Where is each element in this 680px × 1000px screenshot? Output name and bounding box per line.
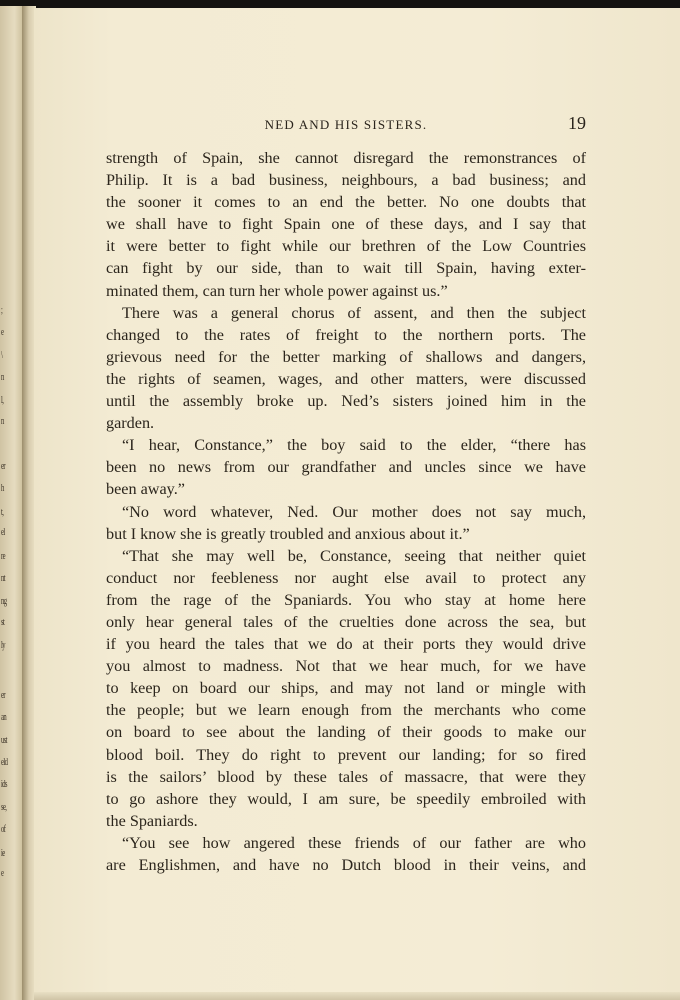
body-text [106,147,586,876]
facing-page-fragment: \ [1,349,3,361]
text-line: are Englishmen, and have no Dutch blood in their veins, and [106,856,586,874]
facing-page-fragment: t, [1,506,4,518]
text-line: but I know she is greatly troubled and anxious about it.” [106,524,470,543]
text-line: we shall have to fight Spain one of these days, and I say that [106,215,586,234]
facing-page-fragment: el [1,526,5,538]
facing-page-fragment: e [1,326,4,338]
text-line: can fight by our side, than to wait till Spain, having exter- [106,259,586,278]
facing-page-fragment: ng [1,595,7,607]
text-line: only hear general tales of the cruelties done across the sea, but [106,612,586,631]
text-line: changed to the rates of freight to the northern ports. The [106,325,586,344]
page-header [106,113,586,137]
facing-page-fragment: ie [1,847,5,859]
text-line: conduct nor feebleness nor aught else avail to protect any [106,568,586,587]
text-line: garden. [106,414,155,433]
text-line: the Spaniards. [106,811,198,830]
text-line: “I hear, Constance,” the boy said to the elder, “there has [122,436,586,455]
facing-page-fragment: e [1,867,4,879]
text-line: “That she may well be, Constance, seeing that neither quiet [122,546,586,565]
facing-page-fragment: n [1,371,4,383]
facing-page-fragment: n [1,415,4,427]
facing-page-fragment: h [1,482,4,494]
facing-page-fragment: er [1,689,5,701]
text-line: you almost to madness. Not that we hear much, for we have [106,657,586,676]
text-line: is the sailors’ blood by these tales of massacre, that were they [106,767,586,786]
facing-page-fragment: st [1,616,5,628]
facing-page-fragment: l, [1,394,4,406]
text-line: “No word whatever, Ned. Our mother does not say much, [122,502,586,521]
facing-page-fragment: ids [1,778,7,790]
text-line: There was a general chorus of assent, and then the subject [122,303,586,322]
text-line: to keep on board our ships, and may not land or mingle with [106,679,586,698]
facing-page-fragment: ly [1,639,5,651]
running-title: NED AND HIS SISTERS. [264,117,428,132]
facing-page-fragment: ; [1,304,3,316]
text-line: been away.” [106,480,185,499]
text-line: Philip. It is a bad business, neighbours, a bad business; and [106,171,586,190]
text-line: to go ashore they would, I am sure, be speedily embroiled with [106,789,586,808]
page-number: 19 [568,113,586,133]
facing-page-edge [0,6,24,1000]
text-line: “You see how angered these friends of our father are who [122,833,586,852]
facing-page-fragment: nt [1,572,5,584]
page-bottom-edge [34,992,680,1000]
facing-page-fragment: se, [1,801,7,813]
text-line: grievous need for the better marking of shallows and dangers, [106,347,586,366]
facing-page-fragment: re [1,550,5,562]
text-line: if you heard the tales that we do at their ports they would drive [106,635,586,654]
text-line: on board to see about the landing of their goods to make our [106,723,586,742]
text-line: the people; but we learn enough from the merchants who come [106,701,586,720]
facing-page-fragment: an [1,711,7,723]
facing-page-fragment: er [1,460,5,472]
text-line: from the rage of the Spaniards. You who stay at home here [106,590,586,609]
facing-page-fragment: eld [1,756,8,768]
text-line: minated them, can turn her whole power against us.” [106,281,448,300]
text-line: been no news from our grandfather and uncles since we have [106,458,586,477]
text-line: the rights of seamen, wages, and other matters, were discussed [106,369,586,388]
text-line: the sooner it comes to an end the better. No one doubts that [106,193,586,212]
facing-page-fragment: ust [1,734,7,746]
text-line: strength of Spain, she cannot disregard the remonstrances of [106,149,586,167]
text-line: it were better to fight while our brethren of the Low Countries [106,237,586,256]
facing-page-fragment: of [1,823,6,835]
text-line: until the assembly broke up. Ned’s sisters joined him in the [106,392,586,411]
text-line: blood boil. They do right to prevent our landing; for so fired [106,745,586,764]
